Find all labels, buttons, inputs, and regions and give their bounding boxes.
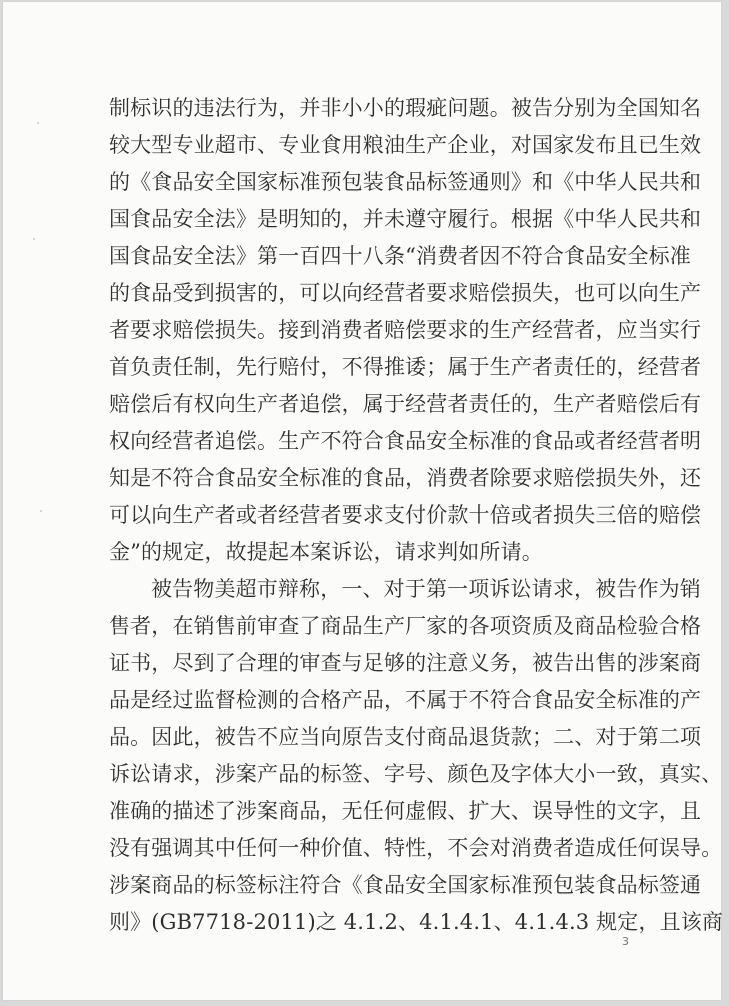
text-line-02: 较大型专业超市、专业食用粮油生产企业，对国家发布且已生效	[109, 133, 702, 157]
text-line-11: 知是不符合食品安全标准的食品，消费者除要求赔偿损失外，还	[109, 466, 702, 490]
text-line-15: 售者，在销售前审查了商品生产厂家的各项资质及商品检验合格	[109, 614, 702, 638]
text-line-09: 赔偿后有权向生产者追偿，属于经营者责任的，生产者赔偿后有	[109, 392, 702, 416]
text-line-12: 可以向生产者或者经营者要求支付价款十倍或者损失三倍的赔偿	[109, 503, 702, 527]
document-page	[3, 2, 724, 1000]
text-line-16: 证书，尽到了合理的审查与足够的注意义务，被告出售的涉案商	[109, 651, 702, 675]
text-line-21: 没有强调其中任何一种价值、特性，不会对消费者造成任何误导。	[109, 836, 723, 860]
scan-speck	[37, 122, 39, 124]
text-line-14: 被告物美超市辩称，一、对于第一项诉讼请求，被告作为销	[151, 577, 701, 601]
text-line-19: 诉讼请求，涉案产品的标签、字号、颜色及字体大小一致，真实、	[109, 762, 723, 786]
text-line-23: 则》(GB7718-2011)之 4.1.2、4.1.4.1、4.1.4.3 规定，且该商	[109, 910, 724, 934]
text-line-06: 的食品受到损害的，可以向经营者要求赔偿损失，也可以向生产	[109, 281, 702, 305]
text-line-18: 品。因此，被告不应当向原告支付商品退货款；二、对于第二项	[109, 725, 702, 749]
text-line-04: 国食品安全法》是明知的，并未遵守履行。根据《中华人民共和	[109, 207, 702, 231]
text-line-05: 国食品安全法》第一百四十八条“消费者因不符合食品安全标准	[109, 244, 691, 268]
text-line-22: 涉案商品的标签标注符合《食品安全国家标准预包装食品标签通	[109, 873, 702, 897]
text-line-10: 权向经营者追偿。生产不符合食品安全标准的食品或者经营者明	[109, 429, 702, 453]
text-line-17: 品是经过监督检测的合格产品，不属于不符合食品安全标准的产	[109, 688, 702, 712]
text-line-08: 首负责任制，先行赔付，不得推诿；属于生产者责任的，经营者	[109, 355, 702, 379]
text-line-03: 的《食品安全国家标准预包装食品标签通则》和《中华人民共和	[109, 170, 702, 194]
page-number: 3	[622, 935, 629, 948]
scan-speck	[33, 238, 35, 240]
text-line-01: 制标识的违法行为，并非小小的瑕疵问题。被告分别为全国知名	[109, 96, 702, 120]
text-line-20: 准确的描述了涉案商品，无任何虚假、扩大、误导性的文字，且	[109, 799, 702, 823]
scan-speck	[40, 510, 42, 512]
text-line-07: 者要求赔偿损失。接到消费者赔偿要求的生产经营者，应当实行	[109, 318, 702, 342]
text-line-13: 金”的规定，故提起本案诉讼，请求判如所请。	[109, 540, 543, 564]
